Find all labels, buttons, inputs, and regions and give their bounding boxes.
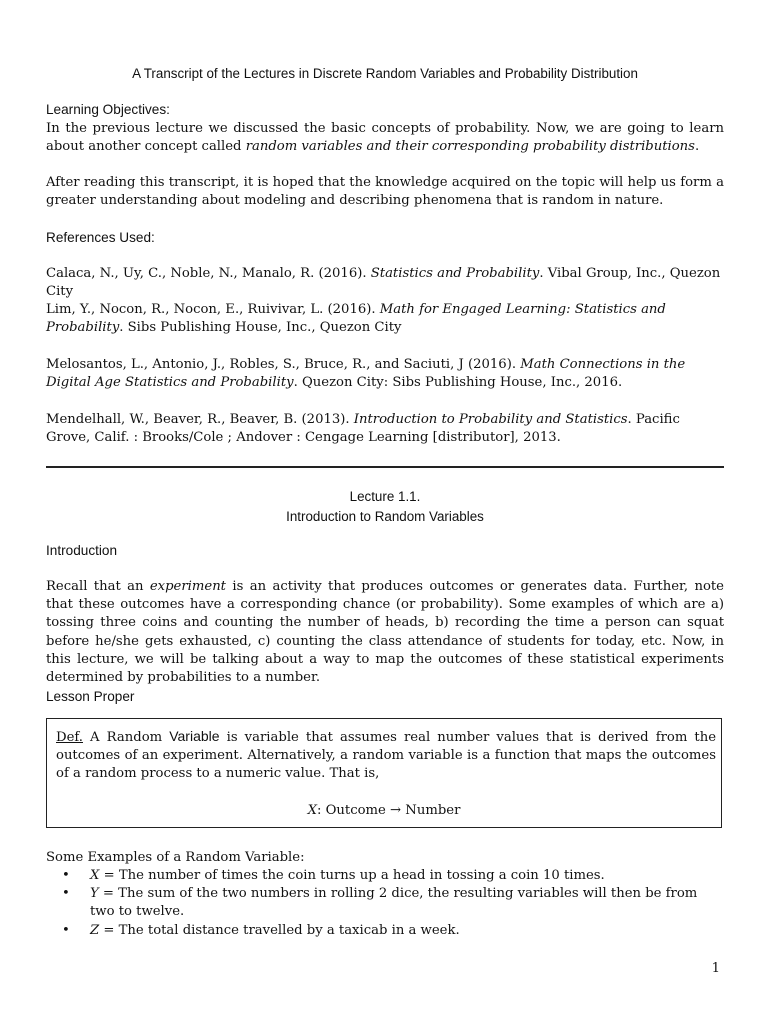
- definition-label: Def.: [56, 730, 83, 745]
- examples-list: [46, 867, 724, 940]
- formula-variable: X: [307, 803, 317, 818]
- reference-item: [46, 356, 724, 392]
- example-variable: Y: [90, 886, 99, 902]
- list-item: [46, 885, 724, 921]
- lecture-header: [46, 487, 724, 527]
- document-title: A Transcript of the Lectures in Discrete Random Variables and Probability Distribution: [132, 66, 638, 81]
- objectives-p1-text: In the previous lecture we discussed the basic concepts of probability. Now, we are going to learn about another concept called: [46, 121, 724, 155]
- references-heading: References Used:: [46, 230, 155, 245]
- objectives-paragraph-2: After reading this transcript, it is hoped that the knowledge acquired on the topic will help us form a greater understanding about modeling and describing phenomena that is random in nature.: [46, 175, 724, 209]
- bullet-icon: •: [62, 868, 70, 883]
- reference-authors: Melosantos, L., Antonio, J., Robles, S., Bruce, R., and Saciuti, J (2016).: [46, 357, 521, 372]
- introduction-italic: experiment: [149, 579, 226, 594]
- reference-authors: Calaca, N., Uy, C., Noble, N., Manalo, R. (2016).: [46, 266, 371, 281]
- definition-box: [46, 718, 722, 828]
- reference-title: Math Connections in the Digital Age Statistics and Probability: [46, 357, 686, 391]
- reference-item: [46, 265, 724, 301]
- introduction-text-start: Recall that an: [46, 579, 150, 594]
- section-divider: [46, 466, 724, 468]
- definition-rest: is variable that assumes real number values that is derived from the outcomes of an experiment. Alternatively, a random variable is a function that maps the outcomes of a random process to a numeric value. That is,: [56, 730, 716, 782]
- bullet-icon: •: [62, 886, 70, 902]
- list-item: [46, 867, 724, 885]
- reference-item: [46, 301, 724, 337]
- definition-formula: [47, 802, 721, 820]
- reference-publisher: . Sibs Publishing House, Inc., Quezon City: [119, 320, 402, 336]
- lecture-number: Lecture 1.1.: [349, 489, 421, 504]
- introduction-paragraph: [46, 578, 724, 687]
- learning-objectives-heading: Learning Objectives:: [46, 102, 170, 117]
- introduction-text-rest: is an activity that produces outcomes or generates data. Further, note that these outcomes have a corresponding chance (or probability). Some examples of which are a) tossing three coins and counting the number of heads, b) recording the time a person can squat before he/she gets exhausted, c) counting the class attendance of students for today, etc. Now, in this lecture, we will be talking about a way to map the outcomes of these statistical experiments determined by probabilities to a number.: [46, 579, 724, 686]
- example-text: = The total distance travelled by a taxicab in a week.: [99, 922, 460, 938]
- reference-item: [46, 411, 724, 447]
- definition-text: [56, 727, 716, 784]
- lecture-title: Introduction to Random Variables: [286, 509, 484, 524]
- reference-publisher: . Vibal Group, Inc., Quezon City: [46, 266, 721, 300]
- reference-authors: Lim, Y., Nocon, R., Nocon, E., Ruivivar, L. (2016).: [46, 302, 380, 317]
- formula-mapping: : Outcome → Number: [316, 803, 461, 818]
- reference-authors: Mendelhall, W., Beaver, R., Beaver, B. (2013).: [46, 412, 354, 427]
- definition-keyword: Variable: [169, 728, 220, 744]
- reference-title: Introduction to Probability and Statistics: [353, 412, 628, 427]
- objectives-p1-italic: random variables and their corresponding probability distributions: [245, 139, 695, 155]
- page-number: 1: [711, 961, 720, 976]
- introduction-heading: Introduction: [46, 543, 118, 558]
- reference-publisher: . Pacific Grove, Calif. : Brooks/Cole ; Andover : Cengage Learning [distributor], 2013.: [46, 412, 680, 446]
- bullet-icon: •: [62, 922, 70, 938]
- example-text: = The number of times the coin turns up a head in tossing a coin 10 times.: [99, 868, 605, 883]
- examples-heading: Some Examples of a Random Variable:: [46, 850, 305, 865]
- reference-title: Math for Engaged Learning: Statistics and Probability: [46, 302, 666, 336]
- example-text: = The sum of the two numbers in rolling 2 dice, the resulting variables will then be from two to twelve.: [90, 886, 698, 920]
- reference-title: Statistics and Probability: [370, 266, 540, 281]
- objectives-p1-end: .: [694, 139, 700, 155]
- example-variable: X: [90, 868, 100, 883]
- reference-publisher: . Quezon City: Sibs Publishing House, Inc., 2016.: [293, 375, 623, 391]
- definition-start: A Random: [82, 730, 170, 745]
- list-item: [46, 922, 724, 940]
- objectives-paragraph-1: [46, 120, 724, 156]
- lesson-proper-heading: Lesson Proper: [46, 689, 135, 704]
- example-variable: Z: [90, 922, 100, 938]
